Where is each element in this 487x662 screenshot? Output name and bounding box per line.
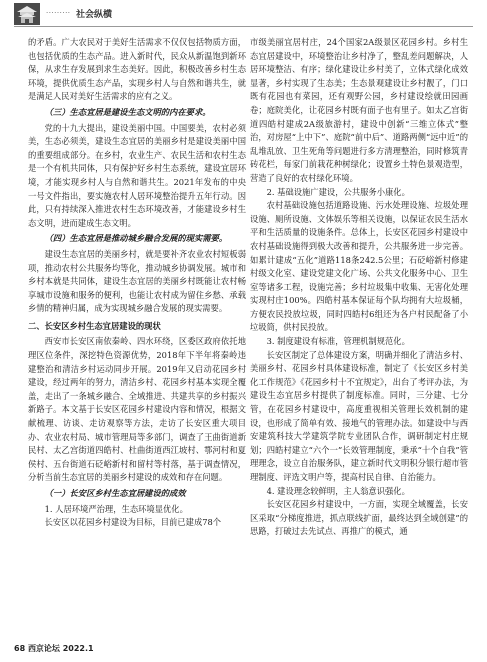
left-column xyxy=(28,36,246,530)
subsection-heading: （三）生态宜居是建设生态文明的内在要求。 xyxy=(44,106,211,117)
paragraph: 建设生态宜居的美丽乡村，就是要补齐农业农村短板弱项，推动农村公共服务均等化，推动城乡协调发展。城市和乡村本就是共同体，建设生态宜居的美丽乡村既能让农村畅享城市设施和服务的便利，也能让农村成为留住乡愁、承载乡情的精神归属，成为实现城乡融合发展的现实需要。 xyxy=(28,248,246,314)
paragraph: 市级美丽宜居村庄，24个国家2A级景区花园乡村。乡村生态宜居建设中，环境整治让乡村净了，整乱差问题解决，人居环境整洁、有序；绿化建设让乡村美了，立体式绿化成效显著，乡村实现了生态美；生态景观建设让乡村靓了，门口既有花园也有菜园，还有观野公园，乡村建设绘就田园画卷；庭院美化，让花园乡村既有面子也有里子。如太乙宫街道四皓村建成2A级旅游村，建设中创新“三维立体式”整治，对房屋“上中下”、庭院“前中后”、道路两侧“远中近”的乱堆乱放、卫生死角等问题进行多方清理整治，同时修筑青砖花栏，每家门前栽花种树绿化；设置乡土特色景观造型，营造了良好的农村绿化环境。 xyxy=(250,37,468,183)
section-heading: 二、长安区乡村生态宜居建设的现状 xyxy=(28,320,161,331)
paragraph: 长安区以花园乡村建设为目标，目前已建成78个 xyxy=(44,517,222,528)
journal-name: 西京论坛 xyxy=(27,644,60,653)
subsection-heading: （一）长安区乡村生态宜居建设的成效 xyxy=(44,488,186,498)
paragraph: 的矛盾。广大农民对于美好生活需求不仅仅包括物质方面，也包括优质的生态产品。进入新时代，民众从新温饱到新环保，从求生存发展到求生态美好。因此，积极改善乡村生态环境，提供优质生态产品，实现乡村人与自然和谐共生，就是满足人民对美好生活需求的应有之义。 xyxy=(28,37,246,102)
paragraph: 长安区花园乡村建设中，一方面，实现全域覆盖，长安区采取“分梯度推进，抓点联线扩面，最终达到全域创建”的思路，打破过去先试点、再推广的模式，通 xyxy=(250,499,468,537)
right-column xyxy=(250,36,468,539)
point-heading: 4. 建设理念较鲜明，主人翁意识强化。 xyxy=(266,485,410,496)
page-header xyxy=(0,0,487,30)
header-dots: ········· xyxy=(46,9,71,17)
issue-number: 2022.1 xyxy=(62,644,94,653)
paragraph: 农村基础设施包括道路设施、污水处理设施、垃圾处理设施、厕所设施、文体娱乐等相关设施，以保证农民生活水平和生活质量的设施条件。总体上，长安区花园乡村建设中农村基础设施得到极大改善和提升，公共服务进一步完善。如累计建成“五化”道路118条242.5公里；石砭峪新村修建村级文化室、建设党建文化广场、公共文化服务中心、卫生室等诸多工程，设施完善；乡村垃圾集中收集、无害化处理实现村庄100%。四皓村基本保证每个队均拥有大垃圾桶，方便农民投放垃圾，同时四皓村6组还为各户村民配备了小垃圾筒，供村民投放。 xyxy=(250,200,468,333)
paragraph: 西安市长安区南依秦岭、四水环绕，区委区政府依托地理区位条件，深挖特色资源优势，2018年下半年将秦岭违建整治和清洁乡村运动同步开展。2019年又启动花园乡村建设，经过两年的努力，清洁乡村、花园乡村基本实现全覆盖，走出了一条城乡融合、全域推进、共建共享的乡村振兴新路子。本文基于长安区花园乡村建设内容和情况，根据文献梳理、访谈、走访观察等方法，走访了长安区重大项目办、农业农村局、城市管理局等多部门，调查了王曲街道新民村、太乙宫街道四皓村、杜曲街道西江坡村、鄠河村和夏侯村、五台街道石砭峪新村和留村等村落，基于调查情况，分析当前生态宜居的美丽乡村建设的成效和存在问题。 xyxy=(28,336,246,483)
point-heading: 1. 人居环境严治理，生态环境显优化。 xyxy=(44,503,188,514)
paragraph: 党的十九大提出，建设美丽中国。中国要美，农村必须美，生态必须美，建设生态宜居的美丽乡村是建设美丽中国的重要组成部分。在乡村，农业生产、农民生活和农村生态是一个有机共同体，只有保护好乡村生态系统，建设宜居环境，才能实现乡村人与自然和谐共生。2021年发布的中央一号文件指出，要实施农村人居环境整治提升五年行动。因此，只有持续深入推进农村生态环境改善，才能建设乡村生态文明，进而建成生态文明。 xyxy=(28,122,246,228)
subsection-heading: （四）生态宜居是推动城乡融合发展的现实需要。 xyxy=(44,233,228,244)
pagoda-logo-icon xyxy=(14,3,40,25)
point-heading: 2. 基础设施广建设，公共服务小康化。 xyxy=(266,186,410,197)
page-footer xyxy=(14,643,94,654)
section-title: 社会纵横 xyxy=(76,10,113,20)
point-heading: 3. 制度建设有标准，管理机制规范化。 xyxy=(266,336,410,347)
page-number: 68 xyxy=(14,644,26,653)
header-divider xyxy=(14,26,473,27)
paragraph: 长安区制定了总体建设方案，明确并细化了清洁乡村、美丽乡村、花园乡村具体建设标准，制定了《长安区乡村美化工作规范》《花园乡村十不宜规定》，出台了考评办法，为建设生态宜居乡村提供了制度标准。同时，三分建、七分管，在花园乡村建设中，高度重视相关管理长效机制的建设，也形成了简单有效、接地气的管理办法。如建设中与西安建筑科技大学建筑学院专业团队合作，调研制定村庄规划；四皓村建立“六个一”长效管理制度，秉承“十个自我”管理理念，设立自治服务队，建立新时代文明积分银行超市管理制度、评选文明户等，提高村民自律、自治能力。 xyxy=(250,349,468,482)
